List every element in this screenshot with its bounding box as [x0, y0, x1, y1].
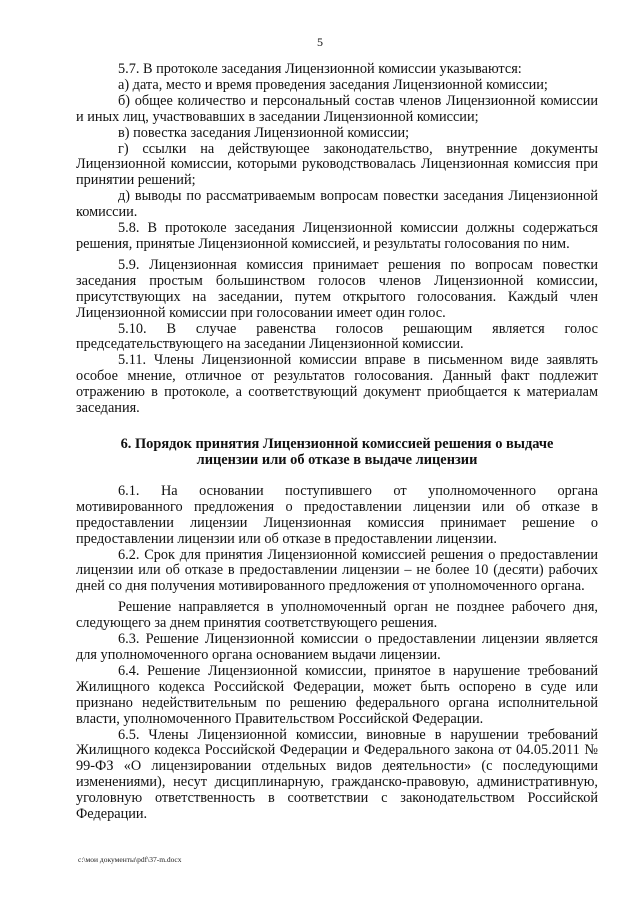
paragraph: 6.1. На основании поступившего от уполномоченного органа мотивированного предложения о предоставлении лицензии или об отказе в предоставлении лицензии Лицензионная комиссия принимает решение о предоставлении лицензии или об отказе в предоставлении лицензии.	[76, 482, 598, 547]
paragraph: в) повестка заседания Лицензионной комиссии;	[118, 124, 410, 141]
section-heading-line-1: 6. Порядок принятия Лицензионной комиссией решения о выдаче	[120, 435, 554, 452]
paragraph: 6.5. Члены Лицензионной комиссии, виновные в нарушении требований Жилищного кодекса Российской Федерации и Федерального закона от 04.05.2011 № 99-ФЗ «О лицензировании отдельных видов деятельности» (с последующими изменениями), несут дисциплинарную, гражданско-правовую, административную, уголовную ответственность в соответствии с законодательством Российской Федерации.	[76, 726, 598, 823]
section-heading	[76, 436, 598, 468]
paragraph: б) общее количество и персональный состав членов Лицензионной комиссии и иных лиц, участвовавших в заседании Лицензионной комиссии;	[76, 92, 598, 125]
document-body	[76, 62, 598, 823]
paragraph: 5.8. В протоколе заседания Лицензионной комиссии должны содержаться решения, принятые Лицензионной комиссией, и результаты голосования по ним.	[76, 220, 598, 252]
footer-file-path: c:\мои документы\pdf\37-m.docx	[78, 855, 182, 864]
paragraph: 5.7. В протоколе заседания Лицензионной комиссии указываются:	[118, 61, 522, 77]
paragraph: 5.11. Члены Лицензионной комиссии вправе в письменном виде заявлять особое мнение, отличное от результатов голосования. Данный факт подлежит отражению в протоколе, а соответствующий документ приобщается к материалам заседания.	[76, 352, 598, 417]
paragraph: 6.3. Решение Лицензионной комиссии о предоставлении лицензии является для уполномоченного органа основанием выдачи лицензии.	[76, 631, 598, 663]
section-6-paragraphs	[76, 484, 598, 823]
section-heading-line-2: лицензии или об отказе в выдаче лицензии	[196, 451, 478, 468]
paragraph: 6.2. Срок для принятия Лицензионной комиссией решения о предоставлении лицензии или об отказе в предоставлении лицензии – не более 10 (десяти) рабочих дней со дня получения мотивированного предложения от уполномоченного органа.	[76, 546, 598, 595]
section-5-paragraphs	[76, 62, 598, 417]
paragraph: 5.9. Лицензионная комиссия принимает решения по вопросам повестки заседания простым большинством голосов членов Лицензионной комиссии, присутствующих на заседании, путем открытого голосования. Каждый член Лицензионной комиссии при голосовании имеет один голос.	[76, 256, 598, 321]
page-number: 5	[317, 35, 323, 49]
paragraph: а) дата, место и время проведения заседания Лицензионной комиссии;	[118, 76, 548, 93]
paragraph: 5.10. В случае равенства голосов решающим является голос председательствующего на заседании Лицензионной комиссии.	[76, 320, 598, 353]
paragraph: 6.4. Решение Лицензионной комиссии, принятое в нарушение требований Жилищного кодекса Российской Федерации, может быть оспорено в суде или признано недействительным по решению федерального органа исполнительной власти, уполномоченного Правительством Российской Федерации.	[76, 662, 598, 727]
paragraph: г) ссылки на действующее законодательство, внутренние документы Лицензионной комиссии, которыми руководствовалась Лицензионная комиссия при принятии решений;	[76, 140, 598, 189]
paragraph: Решение направляется в уполномоченный орган не позднее рабочего дня, следующего за днем принятия соответствующего решения.	[76, 599, 598, 632]
paragraph: д) выводы по рассматриваемым вопросам повестки заседания Лицензионной комиссии.	[76, 188, 598, 221]
